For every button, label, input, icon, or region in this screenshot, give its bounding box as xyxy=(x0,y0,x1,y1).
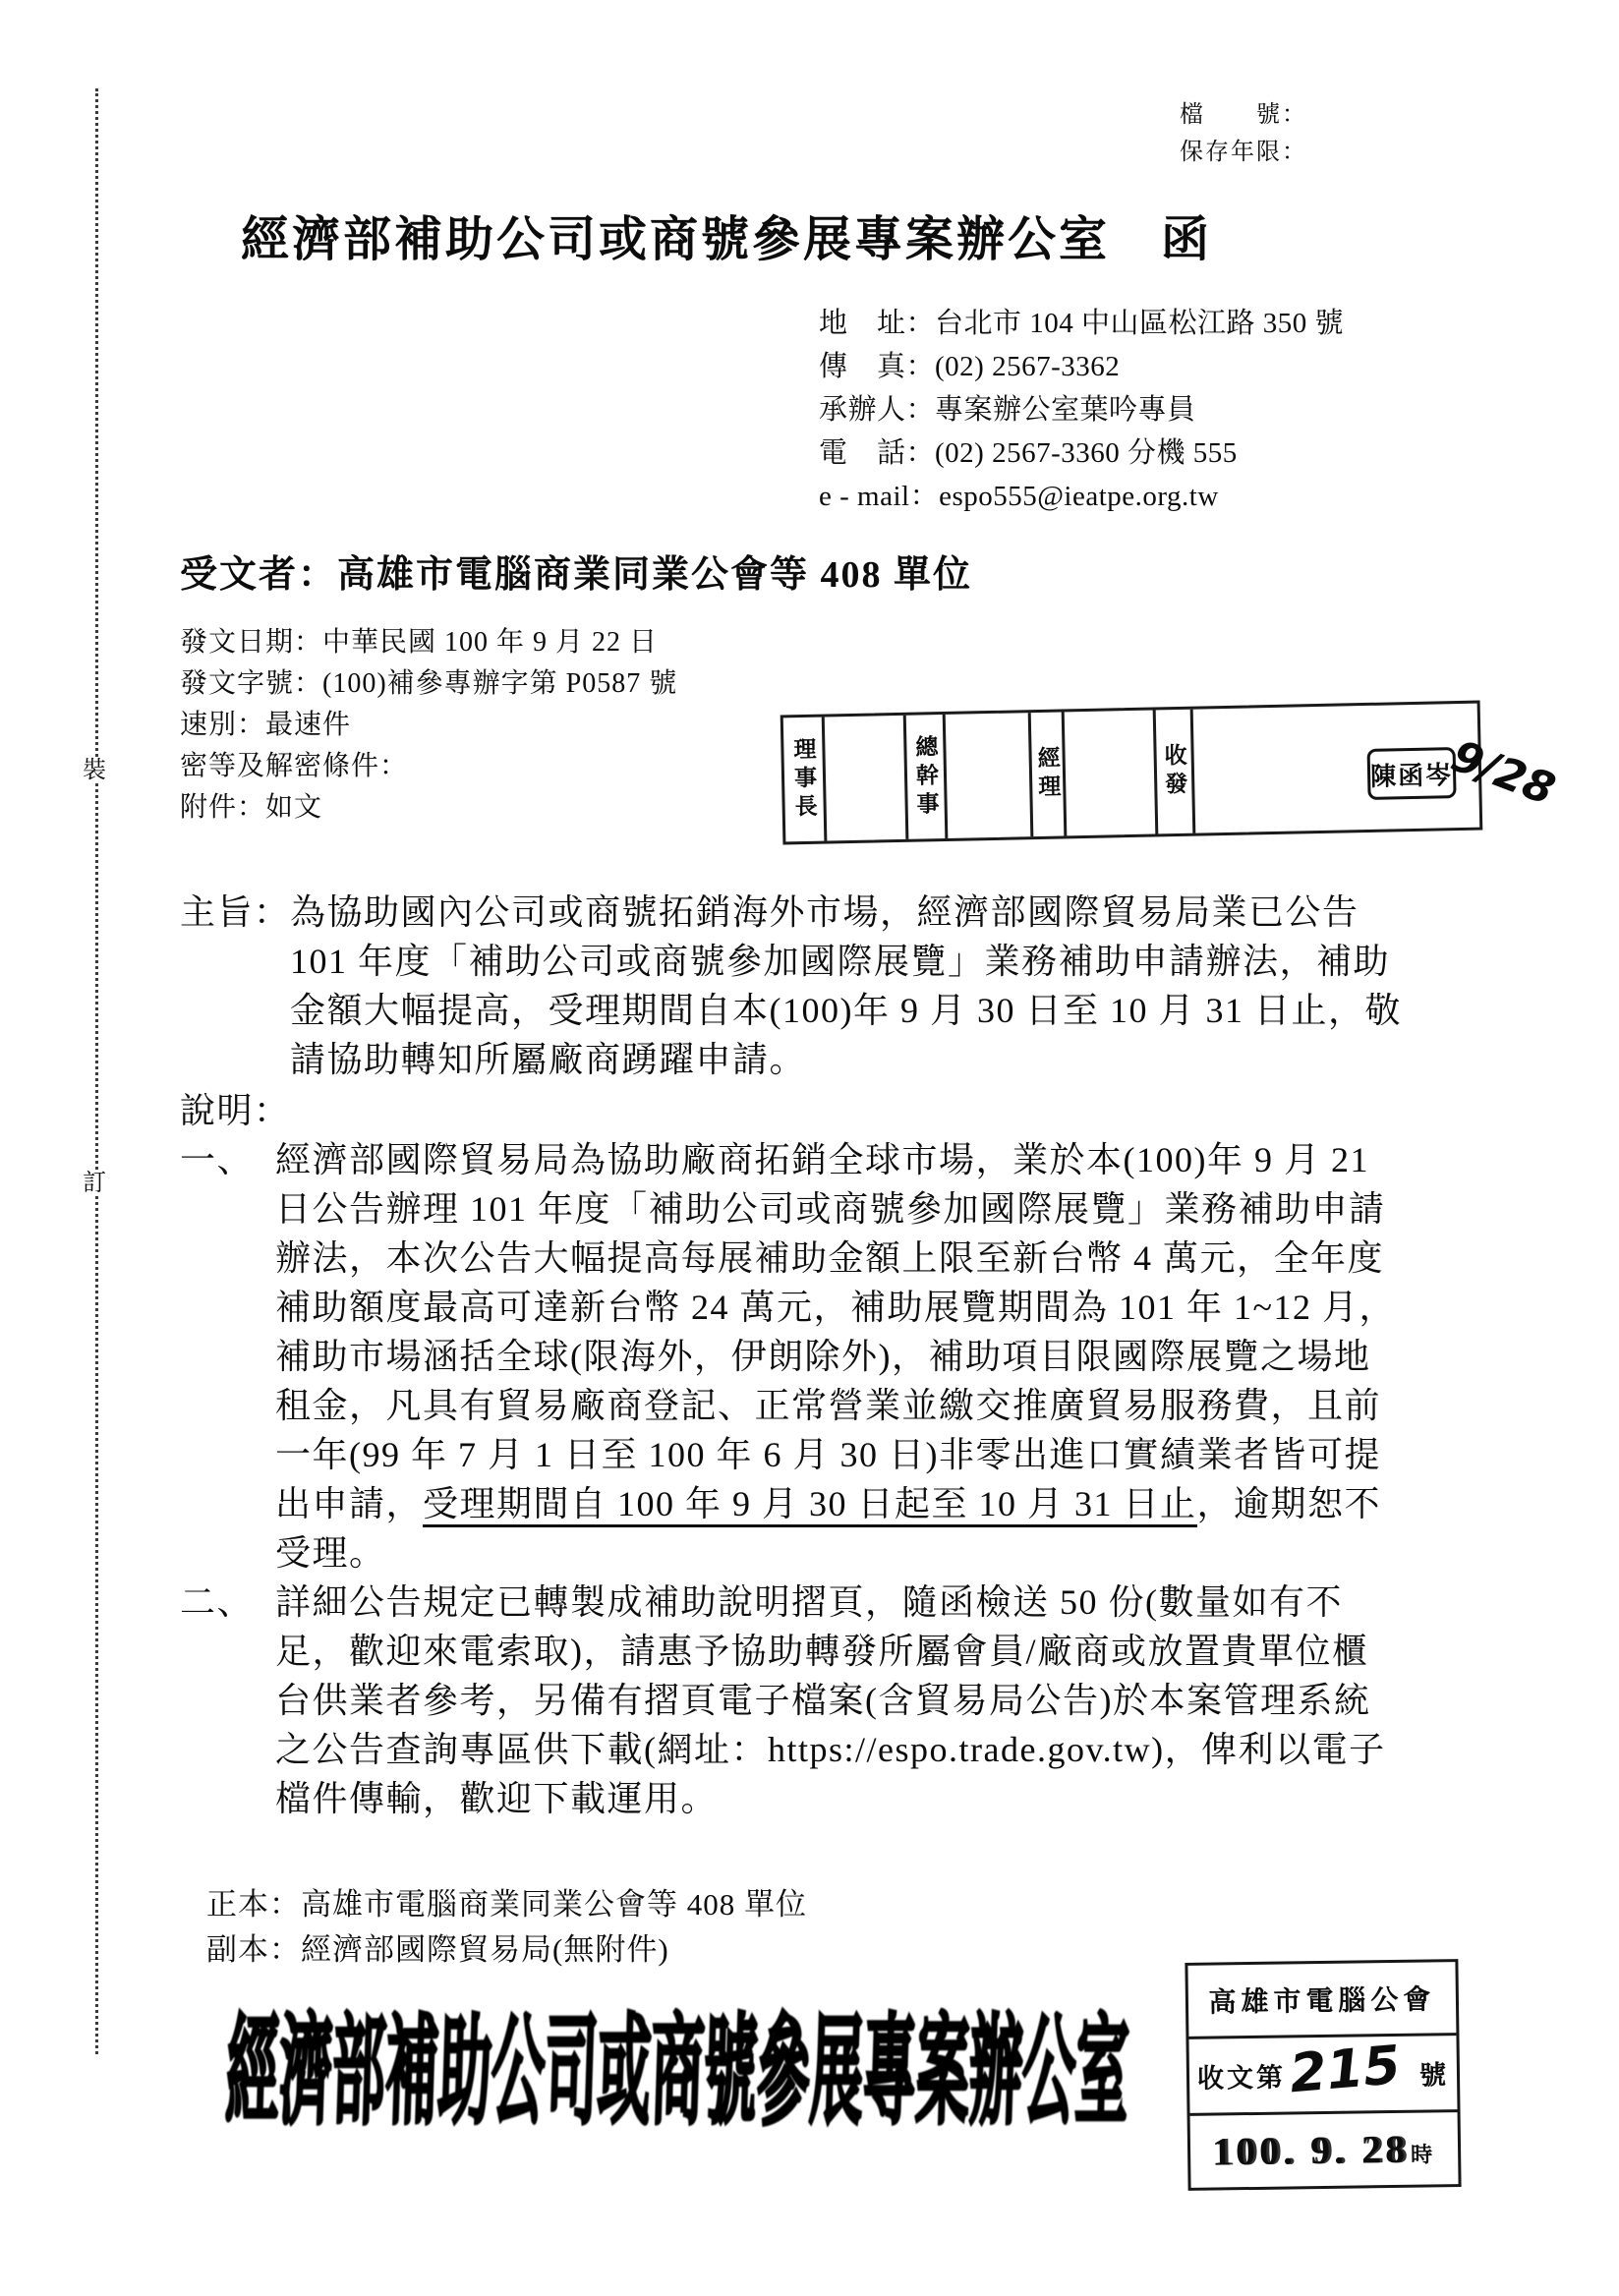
text-line: 傳 真：(02) 2567-3362 xyxy=(819,351,1121,382)
routing-cell-manager xyxy=(1031,712,1068,836)
routing-cell-label: 收發 xyxy=(1161,742,1187,801)
item-marker: 一、 xyxy=(180,1140,255,1179)
text-line: 之公告查詢專區供下載(網址：https://espo.trade.gov.tw)，俾利以電子 xyxy=(275,1730,1386,1769)
routing-cell-secretary-general xyxy=(906,715,949,839)
receipt-date-row xyxy=(1190,2112,1459,2188)
item-closing-line: 受理。 xyxy=(275,1533,386,1573)
original-copy-line: 正本：高雄市電腦商業同業公會等 408 單位 xyxy=(206,1887,807,1922)
name-seal: 陳函岑 xyxy=(1367,747,1457,800)
routing-cell-blank xyxy=(1065,710,1159,835)
explanation-item-2 xyxy=(180,1578,1468,1823)
archive-label-block xyxy=(1180,96,1307,171)
document-meta-block xyxy=(180,622,677,829)
subject-label: 主旨： xyxy=(180,892,291,932)
office-calligraphy-seal: 經濟部補助公司或商號參展專案辦公室 xyxy=(224,2006,1131,2140)
text-line: 辦法，本次公告大幅提高每展補助金額上限至新台幣 4 萬元，全年度 xyxy=(275,1238,1385,1278)
routing-cell-label: 理事長 xyxy=(790,736,817,823)
binding-dotted-line xyxy=(95,88,98,2054)
text-line: 地 址：台北市 104 中山區松江路 350 號 xyxy=(819,308,1345,339)
text-line: 台供業者參考，另備有摺頁電子檔案(含貿易局公告)於本案管理系統 xyxy=(275,1681,1371,1720)
text-line: 密等及解密條件： xyxy=(180,751,409,781)
explanation-heading: 說明： xyxy=(180,1091,291,1130)
receipt-time-suffix: 時 xyxy=(1410,2142,1437,2167)
text-line: 金額大幅提高，受理期間自本(100)年 9 月 30 日至 10 月 31 日止，敬 xyxy=(290,991,1402,1030)
routing-cell-receiving-sign-area xyxy=(1193,704,1562,833)
binding-mark-zhuang: 裝 xyxy=(83,758,106,783)
text-line: 101 年度「補助公司或商號參加國際展覽」業務補助申請辦法，補助 xyxy=(290,942,1391,981)
text-line: 附件：如文 xyxy=(180,792,323,823)
receipt-number-prefix: 收文第 xyxy=(1196,2062,1287,2094)
receipt-stamp xyxy=(1185,1959,1461,2191)
copies-block xyxy=(206,1882,807,1973)
text-line: 一年(99 年 7 月 1 日至 100 年 6 月 30 日)非零出進口實績業者皆可提 xyxy=(275,1435,1381,1474)
routing-cell-chairman xyxy=(783,718,828,842)
text-line: 足，歡迎來電索取)，請惠予協助轉發所屬會員/廠商或放置貴單位櫃 xyxy=(275,1632,1369,1671)
page-title: 經濟部補助公司或商號參展專案辦公室 函 xyxy=(241,212,1213,266)
routing-cell-blank xyxy=(825,716,909,841)
routing-approval-stamp xyxy=(781,701,1562,845)
receipt-number-handwritten: 215 xyxy=(1287,2034,1404,2105)
item-underline-line: 出申請，受理期間自 100 年 9 月 30 日起至 10 月 31 日止，逾期恕不 xyxy=(275,1479,1468,1528)
subject-block xyxy=(180,888,1458,1084)
text-line: 速別：最速件 xyxy=(180,710,352,740)
routing-cell-blank xyxy=(946,713,1034,838)
text-line: 為協助國內公司或商號拓銷海外市場，經濟部國際貿易局業已公告 xyxy=(290,892,1359,932)
explanation-item-1 xyxy=(180,1135,1468,1578)
text-line: 發文日期：中華民國 100 年 9 月 22 日 xyxy=(180,627,659,658)
text-line: 承辦人：專案辦公室葉吟專員 xyxy=(819,394,1196,426)
subject-lines xyxy=(290,888,1458,1084)
text-line: 補助額度最高可達新台幣 24 萬元，補助展覽期間為 101 年 1~12 月， xyxy=(275,1288,1396,1327)
binding-mark-ding: 訂 xyxy=(83,1171,106,1196)
receipt-date: 100. 9. 28 xyxy=(1211,2126,1410,2174)
sender-contact-block xyxy=(819,302,1344,518)
item-lines xyxy=(275,1578,1468,1823)
routing-cell-label: 經理 xyxy=(1034,745,1061,804)
text-line: 發文字號：(100)補參專辦字第 P0587 號 xyxy=(180,668,678,699)
text-line: 檔件傳輸，歡迎下載運用。 xyxy=(275,1779,719,1818)
retention-label: 保存年限： xyxy=(1180,140,1307,165)
text-line: 租金，凡具有貿易廠商登記、正常營業並繳交推廣貿易服務費，且前 xyxy=(275,1386,1382,1425)
cc-copy-line: 副本：經濟部國際貿易局(無附件) xyxy=(206,1932,669,1967)
routing-cell-label: 總幹事 xyxy=(912,733,939,821)
archive-no-label: 檔 號： xyxy=(1180,102,1307,128)
underlined-deadline: 受理期間自 100 年 9 月 30 日起至 10 月 31 日止 xyxy=(423,1484,1197,1527)
receipt-number-suffix: 號 xyxy=(1418,2060,1450,2091)
item-lines xyxy=(275,1135,1468,1479)
receipt-number-row xyxy=(1188,2036,1457,2116)
text-line: 電 話：(02) 2567-3360 分機 555 xyxy=(819,437,1238,469)
text-line: 日公告辦理 101 年度「補助公司或商號參加國際展覽」業務補助申請 xyxy=(275,1189,1386,1229)
handwritten-date: 9/28 xyxy=(1444,730,1562,816)
item-marker: 二、 xyxy=(180,1582,255,1622)
text-line: 請協助轉知所屬廠商踴躍申請。 xyxy=(290,1040,807,1079)
routing-cell-receiving xyxy=(1156,710,1196,834)
text-line: 經濟部國際貿易局為協助廠商拓銷全球市場，業於本(100)年 9 月 21 xyxy=(275,1140,1369,1179)
recipient-line: 受文者：高雄市電腦商業同業公會等 408 單位 xyxy=(180,554,973,596)
text-line: 補助市場涵括全球(限海外，伊朗除外)，補助項目限國際展覽之場地 xyxy=(275,1337,1371,1376)
text-line: e - mail：espo555@ieatpe.org.tw xyxy=(819,481,1219,512)
receipt-org: 高雄市電腦公會 xyxy=(1187,1962,1456,2039)
text-line: 詳細公告規定已轉製成補助說明摺頁，隨函檢送 50 份(數量如有不 xyxy=(275,1582,1343,1622)
